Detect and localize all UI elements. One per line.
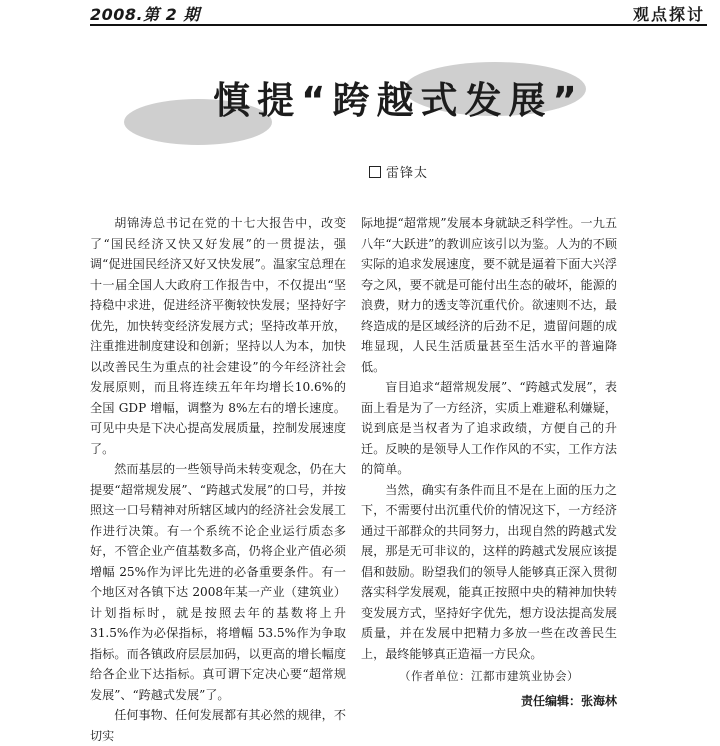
page-header: [90, 0, 707, 26]
paragraph: 当然，确实有条件而且不是在上面的压力之下，不需要付出沉重代价的情况这下，一方经济通过干部群众的共同努力，出现自然的跨越式发展，那是无可非议的，这样的跨越式发展应该提倡和鼓励。盼望我们的领导人能够真正深入贯彻落实科学发展观，能真正按照中央的精神加快转变发展方式，坚持好字优先，想方设法提高发展质量，并在发展中把精力多放一些在改善民生上，最终能够真正造福一方民众。: [361, 482, 617, 661]
author-line: [90, 162, 707, 181]
author-name: 雷锋太: [385, 166, 428, 181]
section-name: 观点探讨: [632, 5, 705, 24]
paragraph: 任何事物、任何发展都有其必然的规律，不切实: [90, 708, 346, 743]
paragraph: 际地提“超常规”发展本身就缺乏科学性。一九五八年“大跃进”的教训应该引以为鉴。人为的不顾实际的追求发展速度，要不就是逼着下面大兴浮夸之风，要不就是可能付出生态的破坏，能源的浪费，财力的透支等沉重代价。欲速则不达，最终造成的是区域经济的后劲不足，遗留问题的成堆显现，人民生活质量甚至生活水平的普遍降低。: [361, 216, 617, 374]
author-affiliation: （作者单位：江都市建筑业协会）: [399, 669, 579, 683]
article-title: 慎提“跨越式发展”: [213, 79, 584, 122]
body-column-right: [361, 213, 617, 711]
responsible-editor: 责任编辑：张海林: [520, 693, 617, 708]
paragraph: 盲目追求“超常规发展”、“跨越式发展”，表面上看是为了一方经济，实质上难避私利嫌疑，说到底是当权者为了追求政绩，方便自己的升迁。反映的是领导人工作作风的不实，工作方法的简单。: [361, 380, 617, 476]
body-column-left: [90, 213, 346, 746]
paragraph: 胡锦涛总书记在党的十七大报告中，改变了“国民经济又快又好发展”的一贯提法，强调“促进国民经济又好又快发展”。温家宝总理在十一届全国人大政府工作报告中，不仅提出“坚持稳中求进，促进经济平衡较快发展；坚持好字优先，加快转变经济发展方式；坚持改革开放，注重推进制度建设和创新；坚持以人为本，加快以改善民生为重点的社会建设”的今年经济社会发展原则，而且将连续五年年均增长10.6%的全国 GDP 增幅，调整为 8%左右的增长速度。可见中央是下决心提高发展质量，控制发展速度了。: [90, 216, 346, 456]
paragraph: 然而基层的一些领导尚未转变观念，仍在大提要“超常规发展”、“跨越式发展”的口号，并按照这一口号精神对所辖区域内的经济社会发展工作进行决策。有一个系统不论企业运行质态多好，不管企业产值基数多高，仍将企业产值必须增幅 25%作为评比先进的必备重要条件。有一个地区对各镇下达 2008年某一产业（建筑业）计划指标时，就是按照去年的基数将上升 31.5%作为必保指标，将增幅 53.5%作为争取指标。而各镇政府层层加码，以更高的增长幅度给各企业下达指标。真可谓下定决心要“超常规发展”、“跨越式发展”了。: [90, 462, 346, 702]
author-marker-icon: [369, 166, 381, 178]
issue-number: 2008.第 2 期: [90, 5, 200, 24]
